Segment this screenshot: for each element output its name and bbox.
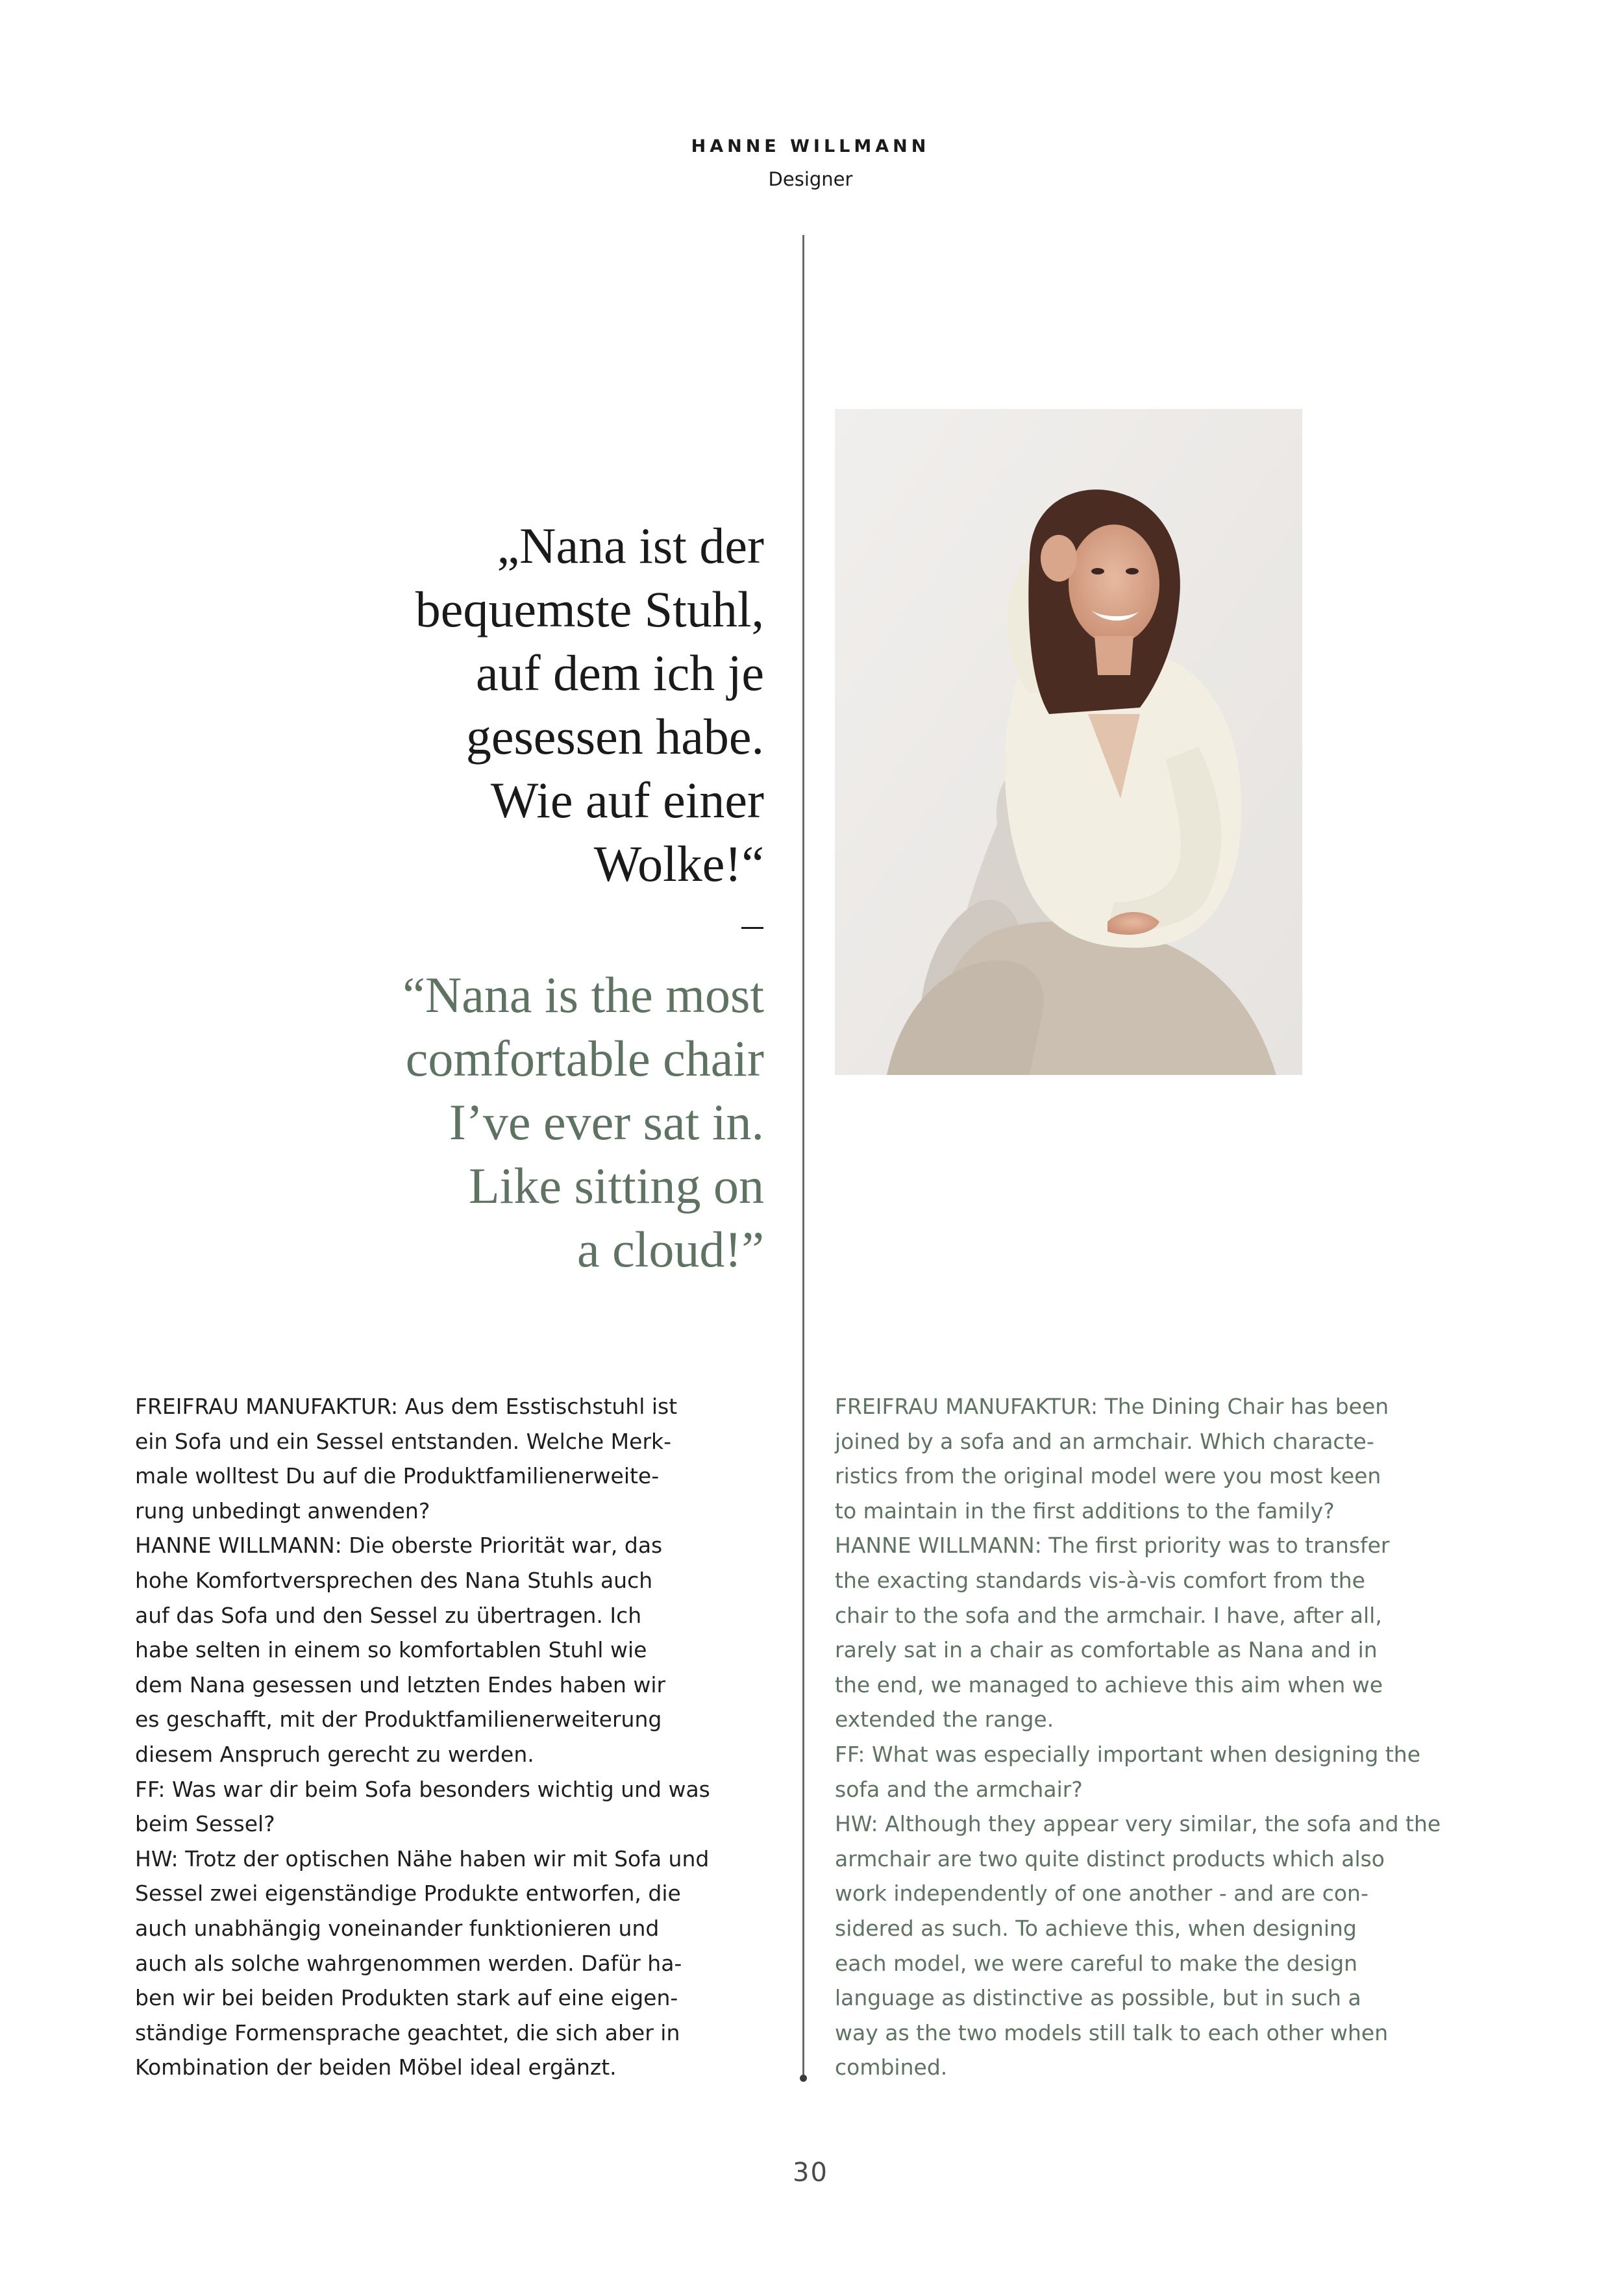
interview-paragraph	[835, 1389, 1478, 1528]
text-line: auch unabhängig voneinander funktionieren und	[135, 1915, 660, 1941]
text-line: rarely sat in a chair as comfortable as Nana and in	[835, 1637, 1378, 1663]
text-line: auf das Sofa und den Sessel zu übertragen. Ich	[135, 1602, 642, 1628]
text-line: chair to the sofa and the armchair. I have, after all,	[835, 1602, 1382, 1628]
text-line: HW: Although they appear very similar, the sofa and the	[835, 1811, 1441, 1837]
quote-line: comfortable chair	[405, 1030, 764, 1087]
text-line: to maintain in the first additions to the family?	[835, 1498, 1335, 1524]
interview-paragraph	[135, 1528, 778, 1771]
text-line: dem Nana gesessen und letzten Endes haben wir	[135, 1672, 666, 1697]
interview-paragraph	[835, 1737, 1478, 1807]
interview-paragraph	[835, 1807, 1478, 2085]
quote-line: “Nana is the most	[402, 967, 764, 1023]
text-line: FREIFRAU MANUFAKTUR: Aus dem Esstischstuhl ist	[135, 1394, 678, 1419]
designer-role: Designer	[768, 168, 853, 190]
text-line: es geschafft, mit der Produktfamilienerweiterung	[135, 1707, 662, 1733]
text-line: Sessel zwei eigenständige Produkte entworfen, die	[135, 1881, 681, 1907]
text-line: way as the two models still talk to each other when	[835, 2019, 1389, 2045]
quote-line: gesessen habe.	[465, 708, 764, 765]
text-line: rung unbedingt anwenden?	[135, 1498, 430, 1524]
interview-paragraph	[135, 1772, 778, 1842]
text-line: FF: What was especially important when designing the	[835, 1741, 1421, 1767]
quote-line: bequemste Stuhl,	[415, 581, 764, 637]
interview-paragraph	[835, 1528, 1478, 1737]
text-line: FF: Was war dir beim Sofa besonders wichtig und was	[135, 1776, 710, 1802]
text-line: extended the range.	[835, 1707, 1054, 1733]
text-line: ristics from the original model were you most keen	[835, 1463, 1381, 1489]
quote-line: „Nana ist der	[497, 517, 764, 574]
quote-line: Like sitting on	[469, 1157, 764, 1214]
quote-line: auf dem ich je	[476, 645, 764, 701]
text-line: ben wir bei beiden Produkten stark auf eine eigen-	[135, 1985, 678, 2011]
text-line: HW: Trotz der optischen Nähe haben wir mit Sofa und	[135, 1845, 710, 1871]
text-line: combined.	[835, 2055, 948, 2080]
interview-paragraph	[135, 1389, 778, 1528]
quote-line: Wolke!“	[593, 835, 764, 892]
quote-line: a cloud!”	[576, 1221, 764, 1278]
text-line: language as distinctive as possible, but in such a	[835, 1985, 1361, 2011]
text-line: HANNE WILLMANN: Die oberste Priorität war, das	[135, 1533, 663, 1559]
designer-name: HANNE WILLMANN	[691, 136, 930, 156]
vertical-divider	[802, 235, 804, 2080]
interview-english	[835, 1389, 1478, 2085]
text-line: sofa and the armchair?	[835, 1776, 1083, 1802]
portrait-photo	[835, 409, 1302, 1075]
text-line: armchair are two quite distinct products which also	[835, 1845, 1385, 1871]
quote-line: Wie auf einer	[490, 772, 764, 828]
text-line: work independently of one another - and are con-	[835, 1881, 1368, 1907]
text-line: ein Sofa und ein Sessel entstanden. Welche Merk-	[135, 1428, 672, 1454]
divider-end-dot	[800, 2075, 807, 2082]
text-line: FREIFRAU MANUFAKTUR: The Dining Chair has been	[835, 1394, 1389, 1419]
text-line: the exacting standards vis-à-vis comfort from the	[835, 1567, 1365, 1593]
text-line: each model, we were careful to make the design	[835, 1950, 1358, 1976]
text-line: joined by a sofa and an armchair. Which characte-	[835, 1428, 1374, 1454]
quote-german	[271, 514, 764, 896]
text-line: ständige Formensprache geachtet, die sich aber in	[135, 2019, 680, 2045]
text-line: beim Sessel?	[135, 1811, 275, 1837]
text-line: HANNE WILLMANN: The first priority was to transfer	[835, 1533, 1390, 1559]
quote-separator-dash	[741, 927, 763, 929]
text-line: diesem Anspruch gerecht zu werden.	[135, 1741, 534, 1767]
text-line: sidered as such. To achieve this, when designing	[835, 1915, 1357, 1941]
quote-line: I’ve ever sat in.	[449, 1094, 764, 1150]
text-line: the end, we managed to achieve this aim when we	[835, 1672, 1383, 1697]
text-line: Kombination der beiden Möbel ideal ergänzt.	[135, 2055, 617, 2080]
page-number: 30	[793, 2158, 828, 2188]
interview-paragraph	[135, 1842, 778, 2085]
interview-german	[135, 1389, 778, 2085]
text-line: auch als solche wahrgenommen werden. Dafür ha-	[135, 1950, 682, 1976]
page-header	[0, 136, 1621, 190]
text-line: habe selten in einem so komfortablen Stuhl wie	[135, 1637, 647, 1663]
text-line: hohe Komfortversprechen des Nana Stuhls auch	[135, 1567, 653, 1593]
quote-english	[271, 963, 764, 1281]
text-line: male wolltest Du auf die Produktfamilienerweite-	[135, 1463, 660, 1489]
